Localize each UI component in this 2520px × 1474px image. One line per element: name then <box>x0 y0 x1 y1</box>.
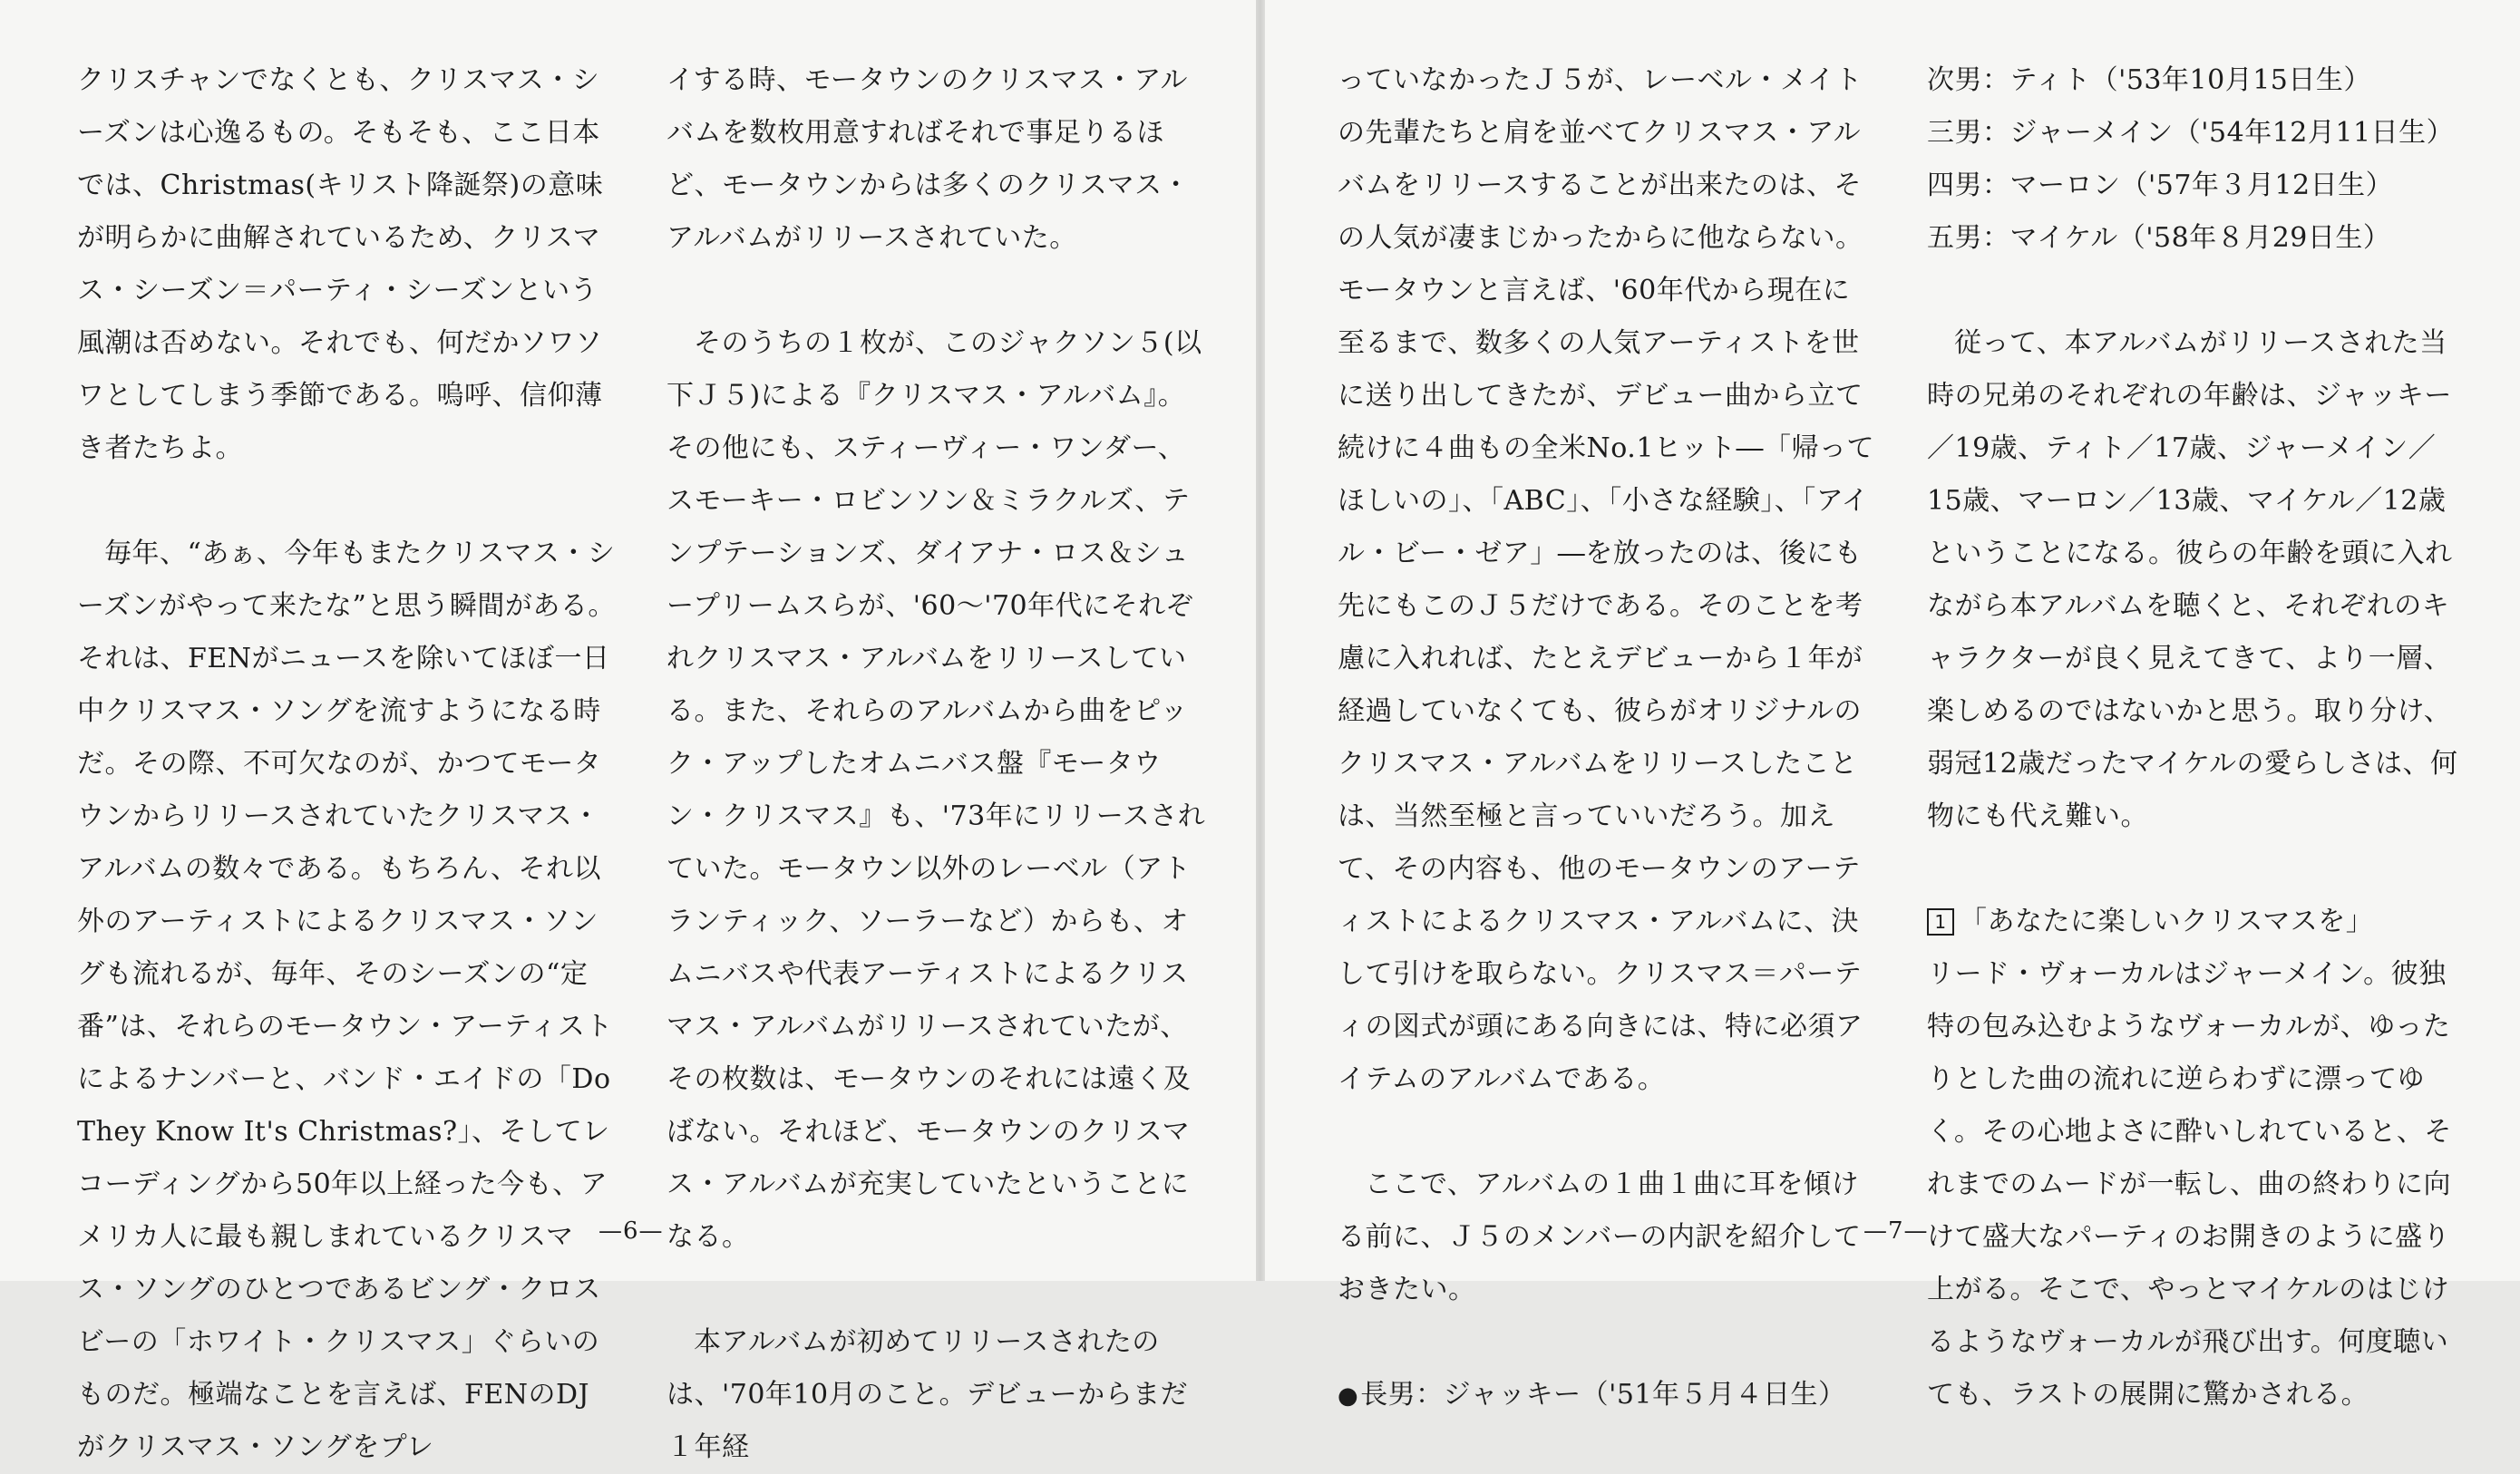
paragraph-members-intro: ここで、アルバムの１曲１曲に耳を傾ける前に、Ｊ５のメンバーの内訳を紹介しておきたい。 <box>1338 1169 1862 1305</box>
paragraph-intro: クリスチャンでなくとも、クリスマス・シーズンは心逸るもの。そもそも、ここ日本では、Christmas(キリスト降誕祭)の意味が明らかに曲解されているため、クリスマス・シーズン＝パーティ・シーズンという風潮は否めない。それでも、何だかソワソワとしてしまう季節である。嗚呼、信仰薄き者たちよ。 <box>77 64 604 464</box>
member-michael: 五男：マイケル（'58年８月29日生） <box>1927 222 2391 254</box>
page-number: —7— <box>1863 1217 1929 1245</box>
member-jackie: ●長男：ジャッキー（'51年５月４日生） <box>1338 1379 1846 1411</box>
paragraph-ages: 従って、本アルバムがリリースされた当時の兄弟のそれぞれの年齢は、ジャッキー／19歳、ティト／17歳、ジャーメイン／15歳、マーロン／13歳、マイケル／12歳ということになる。彼らの年齢を頭に入れながら本アルバムを聴くと、それぞれのキャラクターが良く見えてきて、より一層、楽しめるのではないかと思う。取り分け、弱冠12歳だったマイケルの愛らしさは、何物にも代え難い。 <box>1927 327 2458 832</box>
left-page-column-2 <box>666 54 1206 1474</box>
left-page-column-1 <box>77 54 617 1474</box>
page-number: —6— <box>598 1217 664 1245</box>
track-number-badge: 1 <box>1927 908 1954 936</box>
member-marlon: 四男：マーロン（'57年３月12日生） <box>1927 170 2394 201</box>
paragraph-fen: 毎年、“あぁ、今年もまたクリスマス・シーズンがやって来たな”と思う瞬間がある。それは、FENがニュースを除いてほぼ一日中クリスマス・ソングを流すようになる時だ。その際、不可欠なのが、かつてモータウンからリリースされていたクリスマス・アルバムの数々である。もちろん、それ以外のアーティストによるクリスマス・ソングも流れるが、毎年、そのシーズンの“定番”は、それらのモータウン・アーティストによるナンバーと、バンド・エイドの「Do They Know It's Christmas?」、そしてレコーディングから50年以上経った今も、アメリカ人に最も親しまれているクリスマス・ソングのひとつであるビング・クロスビーの「ホワイト・クリスマス」ぐらいのものだ。極端なことを言えば、FENのDJがクリスマス・ソングをプレ <box>77 538 616 1463</box>
bullet-icon: ● <box>1338 1382 1359 1410</box>
left-page <box>0 0 1256 1463</box>
gutter-fold <box>1256 0 1265 1281</box>
right-page-column-1 <box>1338 54 1874 1422</box>
paragraph-popularity: っていなかったＪ５が、レーベル・メイトの先輩たちと肩を並べてクリスマス・アルバムをリリースすることが出来たのは、その人気が凄まじかったからに他ならない。モータウンと言えば、'60年代から現在に至るまで、数多くの人気アーティストを世に送り出してきたが、デビュー曲から立て続けに４曲もの全米No.1ヒット―「帰ってほしいの」、「ABC」、「小さな経験」、「アイル・ビー・ゼア」―を放ったのは、後にも先にもこのＪ５だけである。そのことを考慮に入れれば、たとえデビューから１年が経過していなくても、彼らがオリジナルのクリスマス・アルバムをリリースしたことは、当然至極と言っていいだろう。加えて、その内容も、他のモータウンのアーティストによるクリスマス・アルバムに、決して引けを取らない。クリスマス＝パーティの図式が頭にある向きには、特に必須アイテムのアルバムである。 <box>1338 64 1875 1095</box>
right-page <box>1265 0 2520 1411</box>
member-tito: 次男：ティト（'53年10月15日生） <box>1927 64 2371 96</box>
track-heading <box>1927 896 2462 948</box>
track-title: 「あなたに楽しいクリスマスを」 <box>1960 906 2374 937</box>
paragraph-track-1: リード・ヴォーカルはジャーメイン。彼独特の包み込むようなヴォーカルが、ゆったりとした曲の流れに逆らわずに漂ってゆく。その心地よさに酔いしれていると、それまでのムードが一転し、曲の終わりに向けて盛大なパーティのお開きのように盛り上がる。そこで、やっとマイケルのはじけるようなヴォーカルが飛び出す。何度聴いても、ラストの展開に驚かされる。 <box>1927 958 2452 1411</box>
paragraph-j5-album: そのうちの１枚が、このジャクソン５(以下Ｊ５)による『クリスマス・アルバム』。その他にも、スティーヴィー・ワンダー、スモーキー・ロビンソン＆ミラクルズ、テンプテーションズ、ダイアナ・ロス＆シュープリームスらが、'60～'70年代にそれぞれクリスマス・アルバムをリリースしている。また、それらのアルバムから曲をピック・アップしたオムニバス盤『モータウン・クリスマス』も、'73年にリリースされていた。モータウン以外のレーベル（アトランティック、ソーラーなど）からも、オムニバスや代表アーティストによるクリスマス・アルバムがリリースされていたが、その枚数は、モータウンのそれには遠く及ばない。それほど、モータウンのクリスマス・アルバムが充実していたということになる。 <box>666 327 1206 1253</box>
paragraph-release: 本アルバムが初めてリリースされたのは、'70年10月のこと。デビューからまだ１年経 <box>666 1326 1189 1463</box>
right-page-column-2 <box>1927 54 2462 1421</box>
paragraph-motown-albums: イする時、モータウンのクリスマス・アルバムを数枚用意すればそれで事足りるほど、モータウンからは多くのクリスマス・アルバムがリリースされていた。 <box>666 64 1191 254</box>
member-jermaine: 三男：ジャーメイン（'54年12月11日生） <box>1927 117 2455 149</box>
